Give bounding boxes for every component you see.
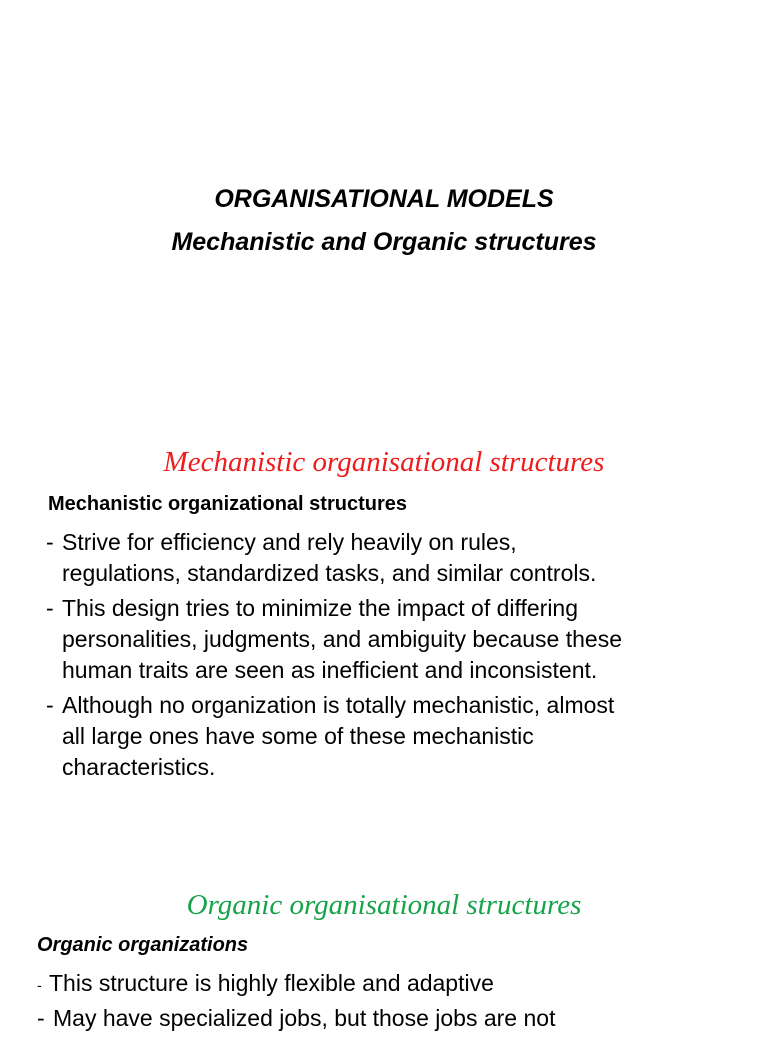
document-title — [0, 178, 768, 264]
list-item — [46, 690, 746, 783]
bullet-line: May have specialized jobs, but those jobs are not — [53, 1005, 556, 1031]
bullet-dash: - — [37, 977, 42, 993]
list-item — [37, 968, 737, 999]
mechanistic-bullet-list — [46, 527, 746, 787]
bullet-dash: - — [46, 692, 54, 718]
bullet-dash: - — [46, 529, 54, 555]
title-line-1: ORGANISATIONAL MODELS — [214, 185, 554, 213]
bullet-line: all large ones have some of these mechanistic — [62, 723, 534, 749]
list-item — [46, 527, 746, 589]
bullet-line: regulations, standardized tasks, and similar controls. — [62, 560, 597, 586]
list-item — [46, 593, 746, 686]
mechanistic-section-heading: Mechanistic organisational structures — [163, 446, 605, 478]
mechanistic-subheading: Mechanistic organizational structures — [48, 493, 407, 515]
bullet-line: Strive for efficiency and rely heavily on rules, — [62, 529, 517, 555]
bullet-line: This design tries to minimize the impact of differing — [62, 595, 579, 621]
title-line-2: Mechanistic and Organic structures — [171, 228, 597, 256]
list-item — [37, 1003, 737, 1034]
bullet-line: characteristics. — [62, 754, 216, 780]
organic-section-heading: Organic organisational structures — [186, 889, 582, 921]
bullet-line: human traits are seen as inefficient and inconsistent. — [62, 657, 598, 683]
organic-subheading: Organic organizations — [37, 934, 249, 956]
bullet-line: Although no organization is totally mechanistic, almost — [62, 692, 615, 718]
bullet-line: This structure is highly flexible and adaptive — [49, 970, 494, 996]
bullet-dash: - — [37, 1005, 45, 1031]
bullet-dash: - — [46, 595, 54, 621]
organic-bullet-list — [37, 968, 737, 1038]
bullet-line: personalities, judgments, and ambiguity because these — [62, 626, 623, 652]
